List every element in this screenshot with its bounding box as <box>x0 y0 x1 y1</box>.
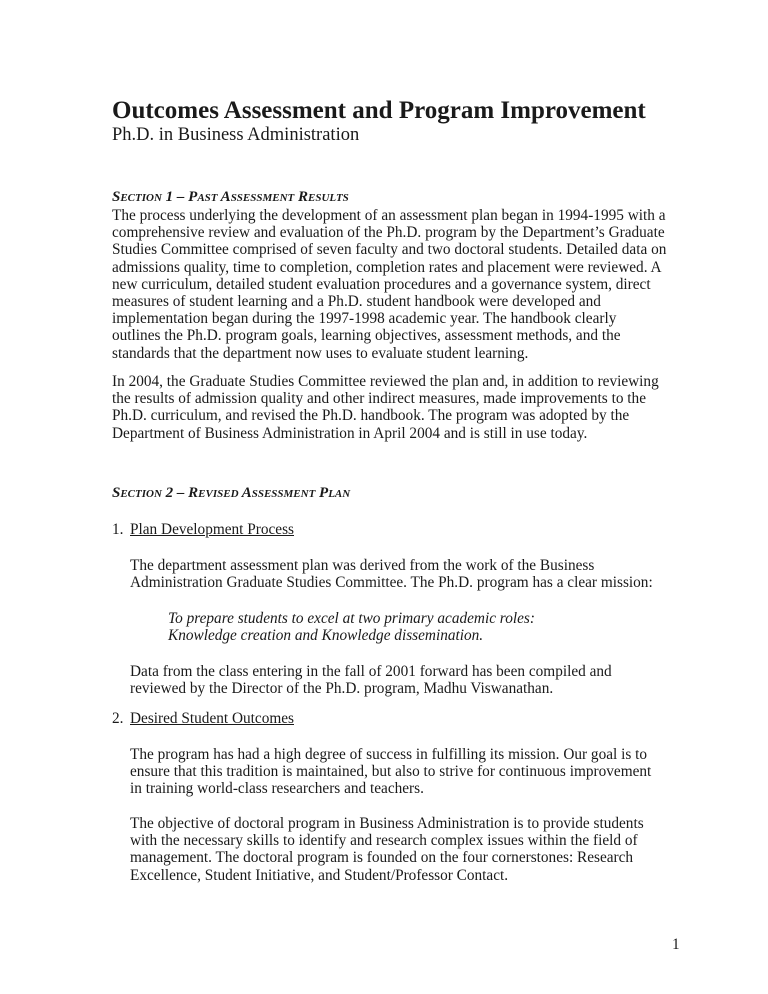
text-line: The objective of doctoral program in Business Administration is to provide students <box>130 815 644 832</box>
document-title: Outcomes Assessment and Program Improvement <box>112 97 646 124</box>
list-number-2: 2. <box>112 710 124 727</box>
item-1-heading: Plan Development Process <box>130 521 294 538</box>
item-2-paragraph-2 <box>130 815 644 884</box>
item-1-paragraph-1 <box>130 557 653 591</box>
text-line: ensure that this tradition is maintained, but also to strive for continuous improvement <box>130 763 652 781</box>
text-line: The program has had a high degree of success in fulfilling its mission. Our goal is to <box>130 746 648 763</box>
item-1-paragraph-2 <box>130 663 612 697</box>
text-line: comprehensive review and evaluation of the Ph.D. program by the Department’s Graduate <box>112 224 665 242</box>
text-line: outlines the Ph.D. program goals, learning objectives, assessment methods, and the <box>112 327 621 345</box>
list-number-1: 1. <box>112 521 124 538</box>
text-line: Data from the class entering in the fall of 2001 forward has been compiled and <box>130 663 612 680</box>
item-2-heading: Desired Student Outcomes <box>130 710 294 727</box>
text-line: measures of student learning and a Ph.D. student handbook were developed and <box>112 292 601 310</box>
text-line: Knowledge creation and Knowledge dissemination. <box>168 627 484 645</box>
text-line: implementation began during the 1997-1998 academic year. The handbook clearly <box>112 310 617 328</box>
mission-statement <box>168 610 535 644</box>
document-subtitle: Ph.D. in Business Administration <box>112 125 360 145</box>
text-line: The department assessment plan was derived from the work of the Business <box>130 557 595 574</box>
text-line: In 2004, the Graduate Studies Committee reviewed the plan and, in addition to reviewing <box>112 373 659 390</box>
text-line: Administration Graduate Studies Committee. The Ph.D. program has a clear mission: <box>130 574 653 592</box>
page-number: 1 <box>672 936 680 953</box>
text-line: The process underlying the development of an assessment plan began in 1994-1995 with a <box>112 207 666 224</box>
text-line: Excellence, Student Initiative, and Student/Professor Contact. <box>130 866 509 884</box>
item-2-paragraph-1 <box>130 746 651 798</box>
text-line: the results of admission quality and other indirect measures, made improvements to the <box>112 390 646 408</box>
text-line: Department of Business Administration in April 2004 and is still in use today. <box>112 424 588 442</box>
text-line: in training world-class researchers and teachers. <box>130 780 424 798</box>
text-line: standards that the department now uses to evaluate student learning. <box>112 344 529 362</box>
text-line: with the necessary skills to identify and research complex issues within the field of <box>130 832 638 850</box>
text-line: admissions quality, time to completion, completion rates and placement were reviewed. A <box>112 258 662 276</box>
section-1-paragraph-2 <box>112 373 659 442</box>
text-line: Studies Committee comprised of seven faculty and two doctoral students. Detailed data on <box>112 241 667 259</box>
text-line: new curriculum, detailed student evaluation procedures and a governance system, direct <box>112 275 651 293</box>
text-line: management. The doctoral program is founded on the four cornerstones: Research <box>130 849 634 867</box>
text-line: To prepare students to excel at two primary academic roles: <box>168 610 535 627</box>
text-line: Ph.D. curriculum, and revised the Ph.D. handbook. The program was adopted by the <box>112 407 630 425</box>
section-1-heading: Section 1 – Past Assessment Results <box>112 189 349 205</box>
section-2-heading: Section 2 – Revised Assessment Plan <box>112 485 351 501</box>
section-1-paragraph-1 <box>112 207 666 362</box>
text-line: reviewed by the Director of the Ph.D. program, Madhu Viswanathan. <box>130 680 554 698</box>
